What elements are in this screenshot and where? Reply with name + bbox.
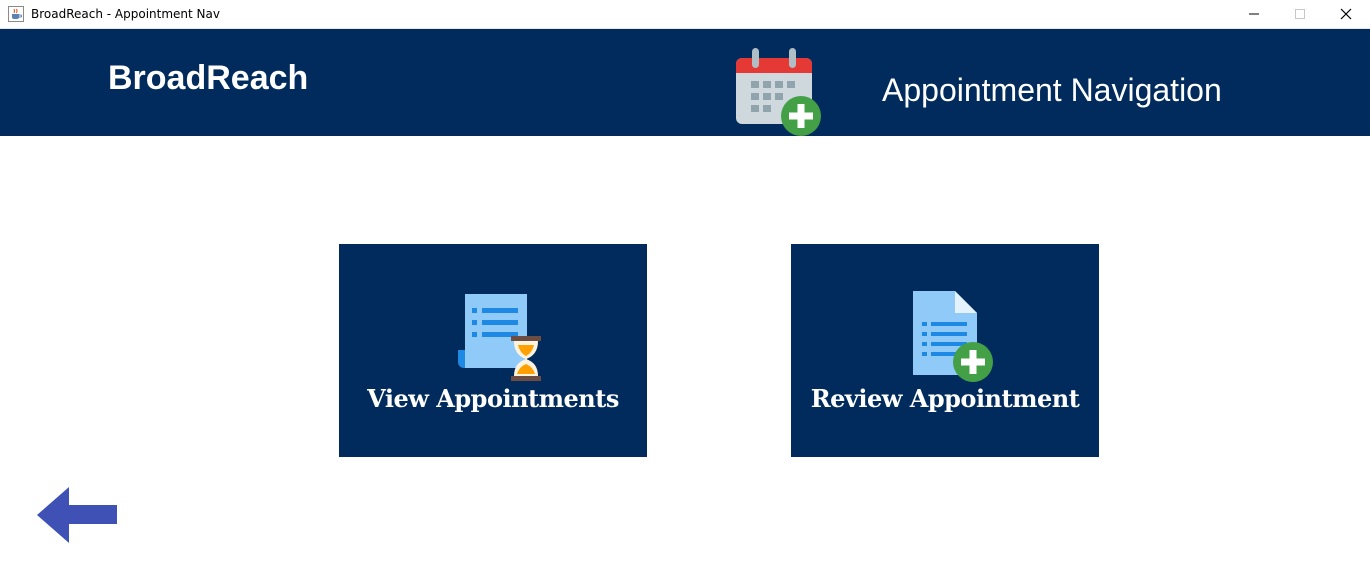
view-appointments-label: View Appointments bbox=[367, 384, 619, 413]
close-button[interactable] bbox=[1323, 0, 1369, 29]
back-arrow-icon[interactable] bbox=[37, 487, 118, 543]
maximize-button[interactable] bbox=[1277, 0, 1323, 29]
java-cup-icon bbox=[8, 6, 24, 22]
review-appointment-button[interactable] bbox=[791, 244, 1099, 457]
view-appointments-button[interactable] bbox=[339, 244, 647, 457]
minimize-icon bbox=[1248, 8, 1260, 20]
document-hourglass-icon bbox=[457, 294, 543, 382]
minimize-button[interactable] bbox=[1231, 0, 1277, 29]
calendar-add-icon bbox=[733, 45, 825, 137]
window-titlebar bbox=[0, 0, 1370, 29]
brand-title: BroadReach bbox=[108, 59, 309, 97]
document-add-icon bbox=[911, 290, 995, 382]
review-appointment-label: Review Appointment bbox=[810, 384, 1080, 413]
window-title: BroadReach - Appointment Nav bbox=[31, 7, 220, 21]
maximize-icon bbox=[1294, 8, 1306, 20]
page-title: Appointment Navigation bbox=[882, 72, 1222, 108]
app-header bbox=[0, 29, 1370, 136]
close-icon bbox=[1340, 8, 1352, 20]
